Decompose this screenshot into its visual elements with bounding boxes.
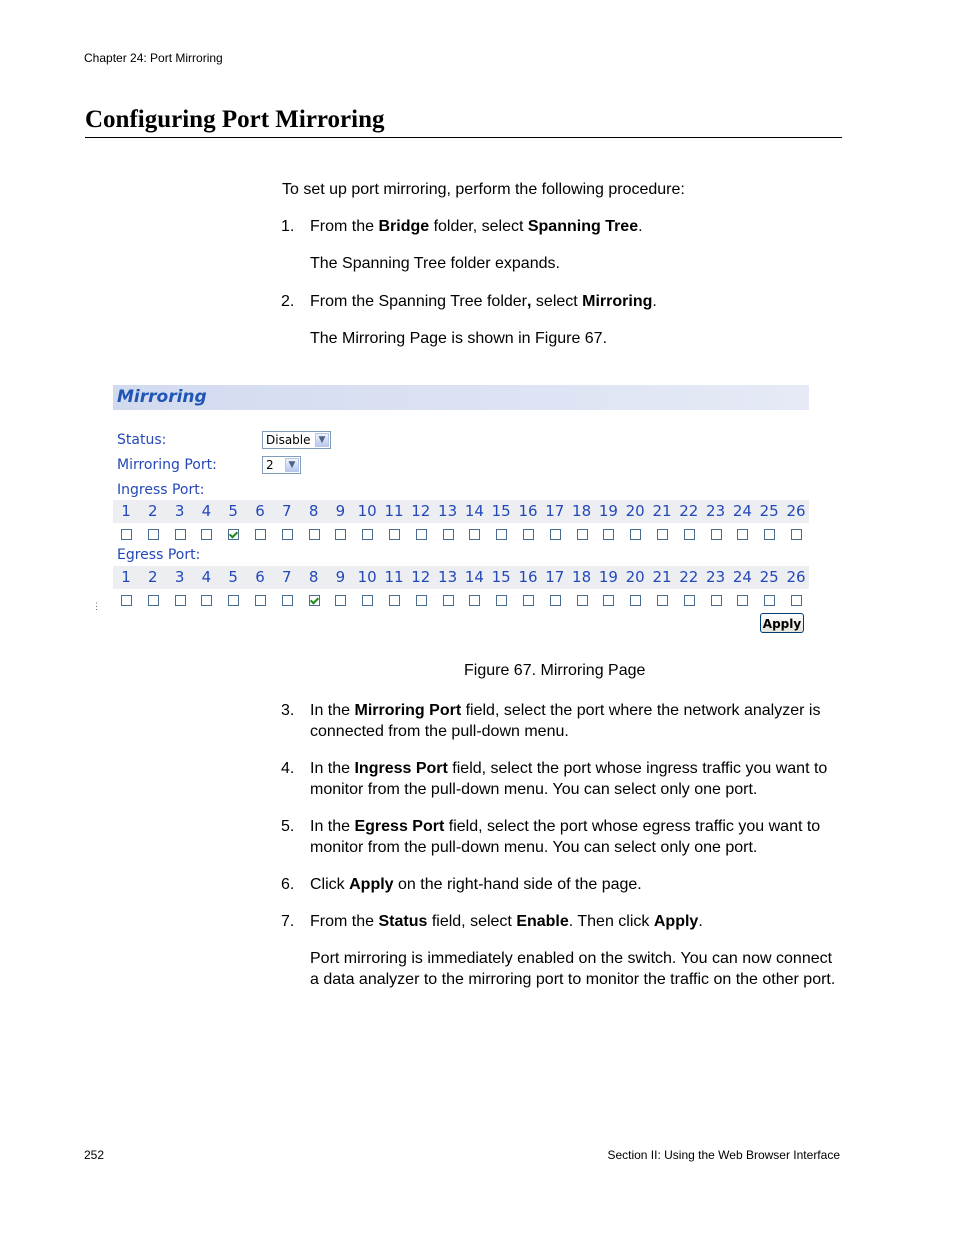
port-number: 19 [598,502,618,520]
egress-port-checkbox[interactable] [362,595,373,606]
port-number: 3 [174,502,185,520]
chevron-down-icon: ▼ [285,458,299,472]
port-number: 9 [335,502,346,520]
egress-port-checkbox[interactable] [496,595,507,606]
port-number: 12 [411,502,431,520]
mirroring-port-select[interactable] [262,456,301,474]
port-number: 11 [384,502,404,520]
step-number: 5. [281,818,295,835]
ingress-port-checkbox[interactable] [523,529,534,540]
apply-button[interactable]: Apply [760,613,804,633]
port-number: 5 [228,568,238,586]
step-note: The Mirroring Page is shown in Figure 67. [310,330,608,347]
port-number: 4 [201,502,212,520]
egress-port-numbers [113,566,809,589]
ingress-port-checkbox[interactable] [148,529,159,540]
mirroring-port-value: 2 [266,458,274,472]
step-text: In the Mirroring Port field, select the port where the network analyzer is connected from the pull-down menu. [310,702,821,740]
egress-port-checkbox[interactable] [282,595,293,606]
ingress-port-checkbox[interactable] [255,529,266,540]
port-number: 19 [598,568,618,586]
port-number: 17 [545,568,565,586]
ingress-port-checkbox[interactable] [416,529,427,540]
step-number: 6. [281,876,295,893]
intro-text: To set up port mirroring, perform the following procedure: [282,181,685,198]
page-title: Configuring Port Mirroring [85,106,842,138]
stray-mark: ⋮ [92,601,101,611]
egress-port-checkbox[interactable] [148,595,159,606]
port-number: 5 [228,502,238,520]
ingress-port-checkbox[interactable] [711,529,722,540]
port-number: 22 [679,568,699,586]
egress-port-checkbox[interactable] [255,595,266,606]
port-number: 20 [625,502,645,520]
port-number: 17 [545,502,565,520]
port-number: 13 [438,502,458,520]
port-number: 24 [732,568,752,586]
footer-section: Section II: Using the Web Browser Interface [607,1148,840,1162]
port-number: 16 [518,502,538,520]
status-label: Status: [117,432,167,448]
egress-port-checkbox[interactable] [228,595,239,606]
egress-port-checkbox[interactable] [335,595,346,606]
ingress-port-checkbox[interactable] [496,529,507,540]
ingress-port-checkbox[interactable] [389,529,400,540]
egress-port-checkbox[interactable] [309,595,320,606]
ingress-port-checkbox[interactable] [201,529,212,540]
step-text: From the Status field, select Enable. Then click Apply. [310,913,703,930]
port-number: 7 [282,502,292,520]
egress-port-checkbox[interactable] [603,595,614,606]
ingress-port-numbers [113,500,809,523]
port-number: 7 [282,568,292,586]
egress-port-checkbox[interactable] [577,595,588,606]
port-number: 2 [148,502,158,520]
egress-port-checkbox[interactable] [711,595,722,606]
status-select[interactable] [262,431,331,449]
running-head: Chapter 24: Port Mirroring [84,51,223,65]
port-number: 2 [148,568,158,586]
egress-port-checkbox[interactable] [175,595,186,606]
ingress-port-checkbox[interactable] [764,529,775,540]
port-number: 11 [384,568,404,586]
ingress-port-checkbox[interactable] [577,529,588,540]
step-number: 1. [281,218,295,235]
port-number: 21 [652,502,672,520]
port-number: 26 [786,502,806,520]
ingress-port-checkbox[interactable] [550,529,561,540]
step-number: 3. [281,702,295,719]
port-number: 9 [335,568,346,586]
port-number: 10 [357,568,377,586]
port-number: 20 [625,568,645,586]
egress-port-checkbox[interactable] [443,595,454,606]
port-number: 18 [572,502,592,520]
port-number: 23 [706,502,726,520]
ingress-port-checkbox[interactable] [175,529,186,540]
figure-title-bar [113,385,809,410]
port-number: 8 [308,568,319,586]
step-number: 4. [281,760,295,777]
ingress-port-checkbox[interactable] [630,529,641,540]
egress-port-checkbox[interactable] [764,595,775,606]
ingress-port-checkbox[interactable] [228,529,239,540]
page-number: 252 [84,1148,105,1162]
egress-port-label: Egress Port: [117,547,201,563]
ingress-port-checkbox[interactable] [121,529,132,540]
ingress-port-checkbox[interactable] [469,529,480,540]
port-number: 14 [464,502,484,520]
step-number: 2. [281,293,295,310]
ingress-port-checkbox[interactable] [282,529,293,540]
port-number: 1 [121,502,131,520]
ingress-port-label: Ingress Port: [117,482,205,498]
port-number: 18 [572,568,592,586]
step-text: From the Spanning Tree folder, select Mirroring. [310,293,657,310]
egress-port-checkbox[interactable] [469,595,480,606]
chevron-down-icon: ▼ [315,433,329,447]
figure-page-title: Mirroring [117,387,207,407]
port-number: 15 [491,568,511,586]
step-text: From the Bridge folder, select Spanning Tree. [310,218,643,235]
port-number: 23 [706,568,726,586]
ingress-port-checkbox[interactable] [791,529,802,540]
port-number: 3 [174,568,185,586]
ingress-port-checkbox[interactable] [657,529,668,540]
port-number: 15 [491,502,511,520]
port-number: 24 [732,502,752,520]
mirroring-port-label: Mirroring Port: [117,457,217,473]
egress-port-checkbox[interactable] [523,595,534,606]
port-number: 8 [308,502,319,520]
port-number: 22 [679,502,699,520]
step-text: Click Apply on the right-hand side of the page. [310,876,642,893]
port-number: 12 [411,568,431,586]
ingress-port-checkbox[interactable] [335,529,346,540]
ingress-port-checkbox[interactable] [737,529,748,540]
port-number: 6 [255,568,265,586]
egress-port-checkbox[interactable] [630,595,641,606]
step-number: 7. [281,913,295,930]
port-number: 4 [201,568,212,586]
egress-port-checkbox[interactable] [684,595,695,606]
port-number: 26 [786,568,806,586]
egress-port-checkbox[interactable] [416,595,427,606]
port-number: 21 [652,568,672,586]
step-note: The Spanning Tree folder expands. [310,255,560,272]
port-number: 25 [759,502,779,520]
step-text: In the Egress Port field, select the port whose egress traffic you want to monitor from the pull-down menu. You can select only one port. [310,818,821,856]
step-note: Port mirroring is immediately enabled on the switch. You can now connect a data analyzer to the mirroring port to monitor the traffic on the other port. [310,950,836,988]
port-number: 14 [464,568,484,586]
ingress-port-checkbox[interactable] [309,529,320,540]
port-number: 25 [759,568,779,586]
port-number: 16 [518,568,538,586]
status-value: Disable [266,433,311,447]
step-text: In the Ingress Port field, select the port whose ingress traffic you want to monitor from the pull-down menu. You can select only one port. [310,760,828,798]
port-number: 10 [357,502,377,520]
figure-caption: Figure 67. Mirroring Page [464,662,646,679]
egress-port-checkbox[interactable] [201,595,212,606]
egress-port-checkbox[interactable] [657,595,668,606]
egress-port-checkbox[interactable] [550,595,561,606]
egress-port-checkbox[interactable] [389,595,400,606]
port-number: 13 [438,568,458,586]
ingress-port-checkbox[interactable] [684,529,695,540]
egress-port-checkbox[interactable] [737,595,748,606]
ingress-port-checkbox[interactable] [603,529,614,540]
port-number: 1 [121,568,131,586]
ingress-port-checkbox[interactable] [443,529,454,540]
ingress-port-checkbox[interactable] [362,529,373,540]
egress-port-checkbox[interactable] [121,595,132,606]
port-number: 6 [255,502,265,520]
egress-port-checkbox[interactable] [791,595,802,606]
